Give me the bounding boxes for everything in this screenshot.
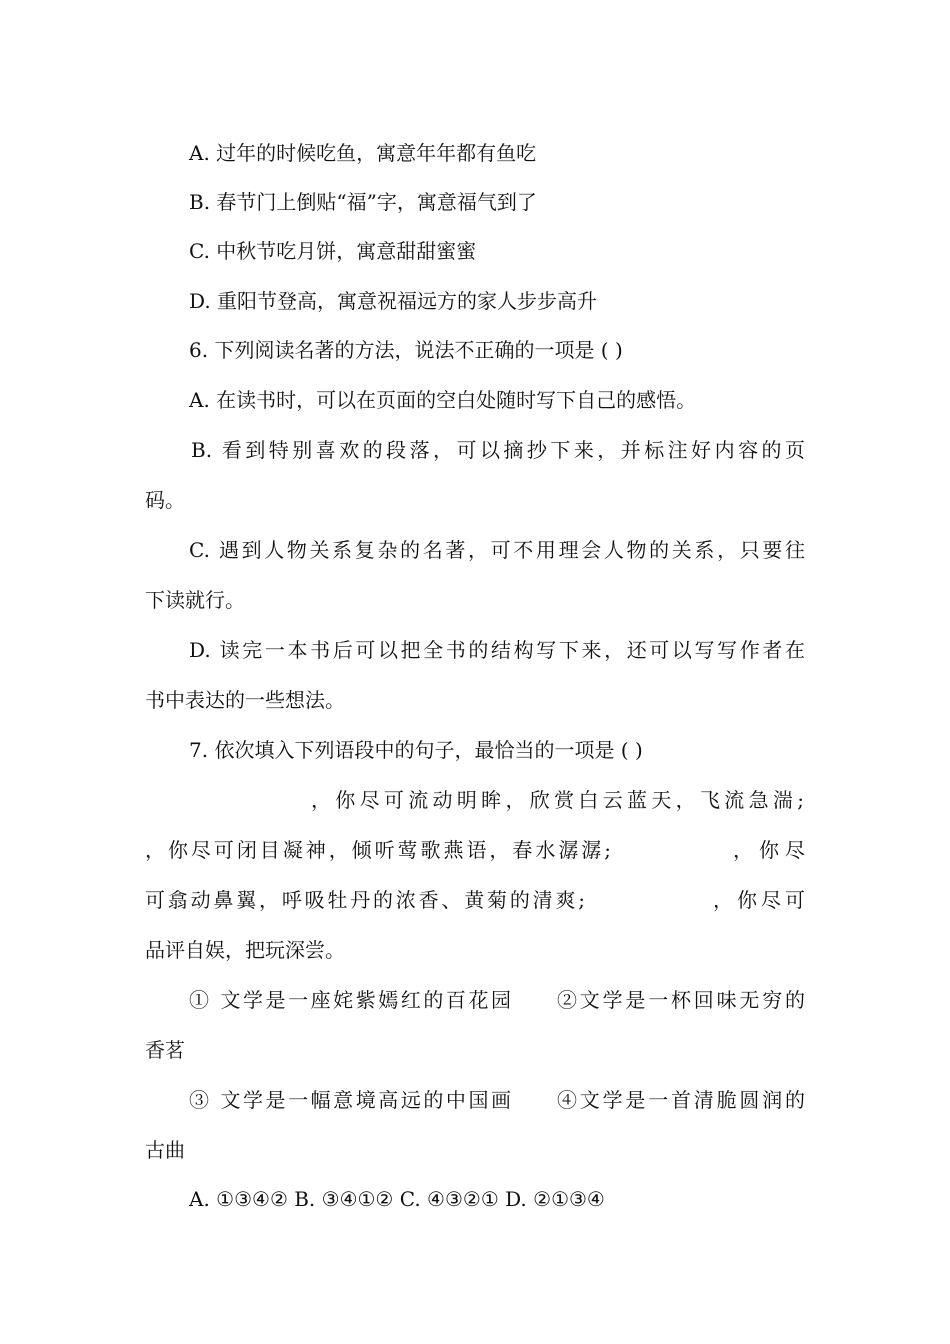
q6-option-c-line1: C. 遇到人物关系复杂的名著，可不用理会人物的关系，只要往 — [189, 538, 805, 562]
q6-option-d-line1: D. 读完一本书后可以把全书的结构写下来，还可以写写作者在 — [189, 638, 805, 662]
q5-option-a: A. 过年的时候吃鱼，寓意年年都有鱼吃 — [189, 141, 537, 165]
q7-sentence-1: ① 文学是一座姹紫嫣红的百花园 — [189, 988, 511, 1012]
q5-option-d: D. 重阳节登高，寓意祝福远方的家人步步高升 — [189, 289, 598, 313]
q7-sentence-2-cont: 香茗 — [145, 1038, 185, 1062]
q6-option-d-line2: 书中表达的一些想法。 — [145, 688, 345, 712]
q5-option-c: C. 中秋节吃月饼，寓意甜甜蜜蜜 — [189, 239, 477, 263]
q6-option-b-line1: B. 看到特别喜欢的段落，可以摘抄下来，并标注好内容的页 — [191, 438, 805, 462]
q7-passage-line4: 品评自娱，把玩深尝。 — [145, 938, 345, 962]
q7-sentence-4-cont: 古曲 — [145, 1138, 185, 1162]
q7-passage-line3a: 可翕动鼻翼，呼吸牡丹的浓香、黄菊的清爽; — [145, 888, 585, 912]
q6-option-a: A. 在读书时，可以在页面的空白处随时写下自己的感悟。 — [189, 388, 697, 412]
q7-sentence-2: ②文学是一杯回味无穷的 — [557, 988, 805, 1012]
q7-sentence-4: ④文学是一首清脆圆润的 — [557, 1088, 805, 1112]
q6-stem: 6. 下列阅读名著的方法，说法不正确的一项是 ( ) — [189, 338, 623, 362]
q7-passage-line3b: ，你尽可 — [713, 888, 805, 912]
q7-sentence-3: ③ 文学是一幅意境高远的中国画 — [189, 1088, 511, 1112]
q7-answer-options: A. ①③④② B. ③④①② C. ④③②① D. ②①③④ — [189, 1187, 605, 1211]
q7-passage-line2a: ，你尽可闭目凝神，倾听莺歌燕语，春水潺潺; — [145, 838, 611, 862]
q6-option-b-line2: 码。 — [145, 488, 185, 512]
q6-option-c-line2: 下读就行。 — [145, 588, 245, 612]
q7-passage-line1: ，你尽可流动明眸，欣赏白云蓝天，飞流急湍; — [311, 788, 804, 812]
q5-option-b: B. 春节门上倒贴“福”字，寓意福气到了 — [189, 190, 537, 214]
q7-passage-line2b: ，你尽 — [733, 838, 805, 862]
q7-stem: 7. 依次填入下列语段中的句子，最恰当的一项是 ( ) — [189, 738, 643, 762]
